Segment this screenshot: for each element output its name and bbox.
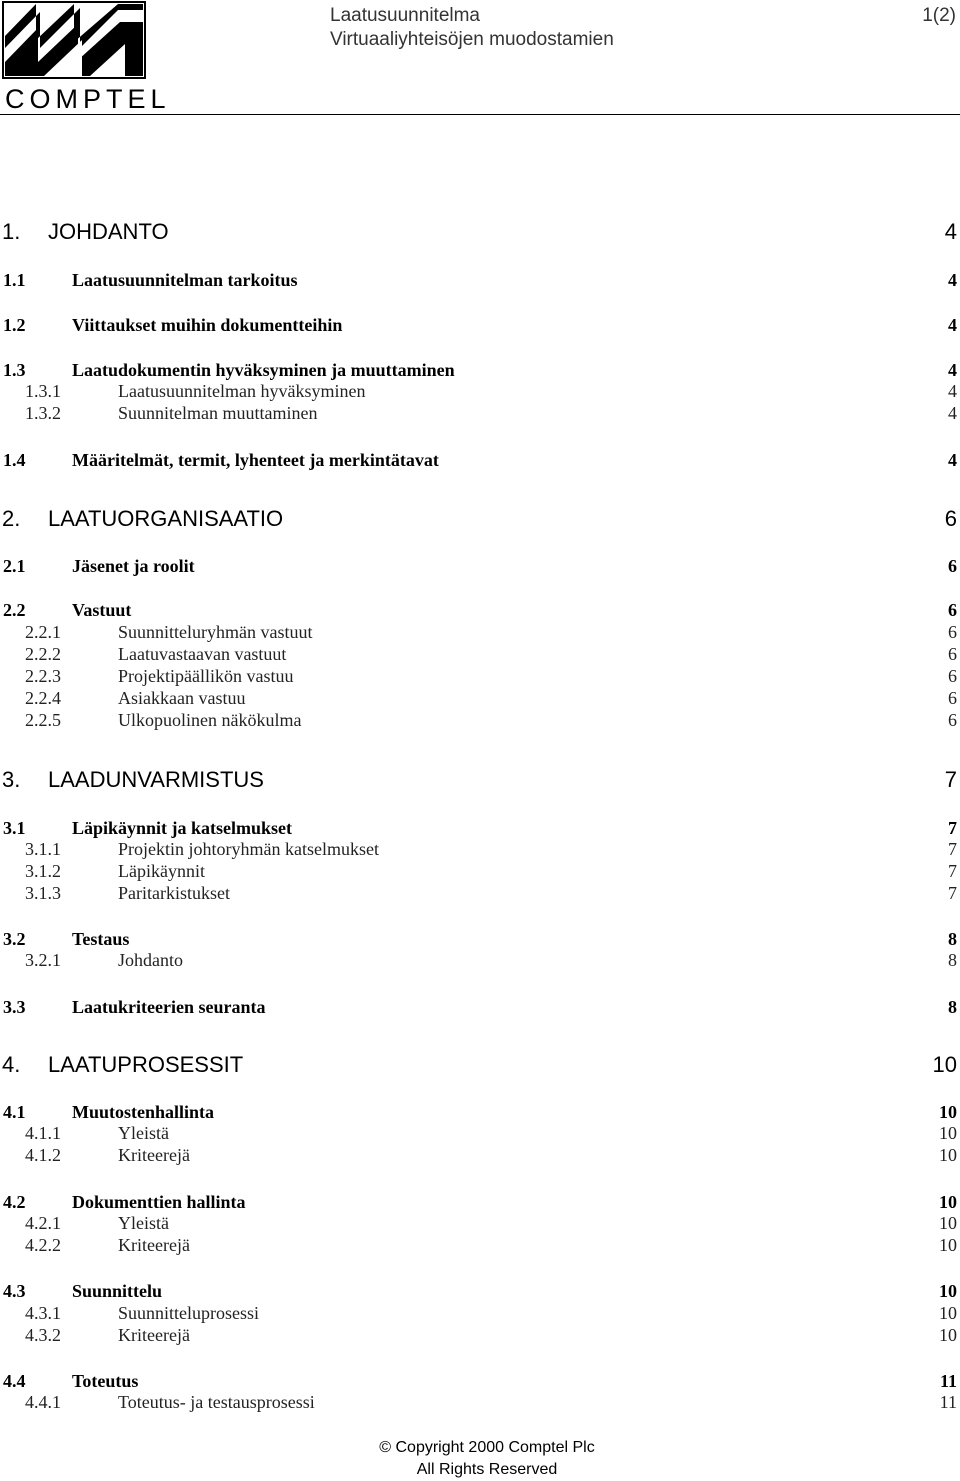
toc-entry-number: 1.1 — [3, 270, 26, 290]
toc-entry-number: 2.2.2 — [25, 644, 61, 664]
toc-entry[interactable] — [0, 709, 960, 731]
toc-entry-page: 4 — [948, 315, 957, 335]
toc-entry-page: 10 — [939, 1123, 957, 1143]
toc-entry-title: Yleistä — [118, 1123, 169, 1143]
toc-entry[interactable] — [0, 380, 960, 402]
toc-entry-page: 10 — [939, 1213, 957, 1233]
toc-entry[interactable] — [0, 643, 960, 665]
toc-entry-page: 6 — [948, 622, 957, 642]
toc-entry-title: Jäsenet ja roolit — [72, 556, 195, 576]
toc-entry-number: 3. — [2, 767, 21, 792]
toc-entry-page: 8 — [948, 929, 957, 949]
toc-entry-page: 6 — [948, 600, 957, 620]
toc-entry-page: 8 — [948, 997, 957, 1017]
toc-entry-page: 11 — [939, 1371, 957, 1391]
toc-entry-title: Läpikäynnit — [118, 861, 205, 881]
toc-entry[interactable] — [0, 218, 960, 246]
toc-entry-page: 7 — [944, 767, 957, 792]
toc-entry-title: Suunnittelu — [72, 1281, 163, 1301]
toc-entry[interactable] — [0, 358, 960, 382]
toc-entry-title: Projektipäällikön vastuu — [118, 666, 294, 686]
toc-entry-number: 2.2.3 — [25, 666, 61, 686]
toc-entry[interactable] — [0, 1324, 960, 1346]
toc-entry[interactable] — [0, 1369, 960, 1393]
toc-entry-number: 4.1.2 — [25, 1145, 61, 1165]
toc-entry-page: 6 — [948, 644, 957, 664]
toc-entry-title: Suunnitteluprosessi — [118, 1303, 260, 1323]
document-title: Laatusuunnitelma — [330, 5, 480, 26]
toc-entry-page: 4 — [948, 403, 957, 423]
toc-entry-title: Laatudokumentin hyväksyminen ja muuttaminen — [72, 360, 455, 380]
toc-entry[interactable] — [0, 1122, 960, 1144]
toc-entry-number: 2.1 — [3, 556, 26, 576]
toc-entry-number: 4.2 — [3, 1192, 26, 1212]
toc-entry[interactable] — [0, 816, 960, 840]
toc-entry-page: 8 — [948, 950, 957, 970]
page-indicator: 1(2) — [922, 5, 956, 26]
toc-entry-number: 2.2.1 — [25, 622, 61, 642]
toc-entry[interactable] — [0, 995, 960, 1019]
toc-entry[interactable] — [0, 1302, 960, 1324]
toc-entry-page: 4 — [948, 450, 957, 470]
toc-entry-page: 7 — [948, 883, 957, 903]
toc-entry-number: 4.2.2 — [25, 1235, 61, 1255]
toc-entry-title: Toteutus- ja testausprosessi — [118, 1392, 315, 1412]
toc-entry[interactable] — [0, 838, 960, 860]
toc-entry[interactable] — [0, 313, 960, 337]
footer-rights: All Rights Reserved — [416, 1461, 558, 1478]
toc-entry-number: 1. — [2, 219, 21, 244]
toc-entry[interactable] — [0, 268, 960, 292]
toc-entry-title: LAADUNVARMISTUS — [48, 767, 264, 792]
toc-entry-title: Laatukriteerien seuranta — [72, 997, 266, 1017]
toc-entry[interactable] — [0, 1391, 960, 1413]
toc-entry-number: 3.3 — [3, 997, 26, 1017]
toc-entry-number: 2.2.5 — [25, 710, 61, 730]
toc-entry[interactable] — [0, 882, 960, 904]
toc-entry-title: Viittaukset muihin dokumentteihin — [72, 315, 343, 335]
toc-entry-number: 4. — [2, 1052, 21, 1077]
toc-entry-title: Asiakkaan vastuu — [118, 688, 246, 708]
document-subtitle: Virtuaaliyhteisöjen muodostamien — [330, 29, 614, 50]
toc-entry-page: 10 — [939, 1102, 957, 1122]
toc-entry-title: Dokumenttien hallinta — [72, 1192, 246, 1212]
toc-entry-number: 1.3.2 — [25, 403, 61, 423]
toc-entry[interactable] — [0, 621, 960, 643]
toc-entry[interactable] — [0, 505, 960, 533]
toc-entry-title: Yleistä — [118, 1213, 169, 1233]
toc-entry-page: 11 — [939, 1392, 957, 1412]
toc-entry[interactable] — [0, 927, 960, 951]
toc-entry-number: 4.3.2 — [25, 1325, 61, 1345]
toc-entry-number: 1.4 — [3, 450, 26, 470]
toc-entry[interactable] — [0, 1144, 960, 1166]
toc-entry-page: 6 — [948, 710, 957, 730]
toc-entry-number: 3.1 — [3, 818, 26, 838]
toc-entry-page: 6 — [944, 506, 957, 531]
toc-entry[interactable] — [0, 598, 960, 622]
toc-entry-page: 4 — [948, 360, 957, 380]
toc-entry-page: 6 — [948, 556, 957, 576]
toc-entry-title: Testaus — [72, 929, 130, 949]
toc-entry-page: 7 — [948, 839, 957, 859]
toc-entry-number: 1.2 — [3, 315, 26, 335]
toc-entry-title: Johdanto — [118, 950, 183, 970]
toc-entry-number: 4.4.1 — [25, 1392, 61, 1412]
toc-entry-page: 4 — [948, 381, 957, 401]
toc-entry-page: 4 — [948, 270, 957, 290]
toc-entry-number: 1.3 — [3, 360, 26, 380]
toc-entry-number: 4.4 — [3, 1371, 26, 1391]
toc-entry[interactable] — [0, 448, 960, 472]
header-divider — [0, 114, 960, 115]
toc-entry-number: 4.1 — [3, 1102, 26, 1122]
toc-entry-page: 6 — [948, 666, 957, 686]
toc-entry-page: 10 — [939, 1325, 957, 1345]
toc-entry[interactable] — [0, 554, 960, 578]
toc-entry-page: 4 — [944, 219, 957, 244]
toc-entry[interactable] — [0, 949, 960, 971]
toc-entry-number: 2.2.4 — [25, 688, 61, 708]
toc-entry[interactable] — [0, 1051, 960, 1079]
toc-entry-title: Vastuut — [72, 600, 132, 620]
toc-entry-number: 4.2.1 — [25, 1213, 61, 1233]
toc-entry-title: Laatusuunnitelman hyväksyminen — [118, 381, 366, 401]
toc-entry[interactable] — [0, 1100, 960, 1124]
toc-entry-number: 2.2 — [3, 600, 26, 620]
toc-entry-title: Kriteerejä — [118, 1145, 190, 1165]
footer-copyright: © Copyright 2000 Comptel Plc — [379, 1439, 595, 1456]
toc-entry[interactable] — [0, 687, 960, 709]
toc-entry-number: 3.1.1 — [25, 839, 61, 859]
toc-entry-number: 4.1.1 — [25, 1123, 61, 1143]
toc-entry-title: Laatuvastaavan vastuut — [118, 644, 287, 664]
toc-entry-title: Läpikäynnit ja katselmukset — [72, 818, 293, 838]
toc-entry-title: Kriteerejä — [118, 1235, 190, 1255]
toc-entry[interactable] — [0, 1212, 960, 1234]
toc-entry-title: JOHDANTO — [48, 219, 169, 244]
toc-entry-number: 2. — [2, 506, 21, 531]
toc-entry-title: Kriteerejä — [118, 1325, 190, 1345]
toc-entry-page: 7 — [948, 861, 957, 881]
toc-entry-title: Projektin johtoryhmän katselmukset — [118, 839, 379, 859]
toc-entry[interactable] — [0, 1279, 960, 1303]
toc-entry[interactable] — [0, 860, 960, 882]
comptel-logo — [0, 0, 171, 114]
toc-entry-number: 4.3 — [3, 1281, 26, 1301]
toc-entry-number: 4.3.1 — [25, 1303, 61, 1323]
toc-entry-title: Suunnitteluryhmän vastuut — [118, 622, 313, 642]
toc-entry-page: 10 — [939, 1192, 957, 1212]
toc-entry-page: 10 — [939, 1235, 957, 1255]
svg-text:COMPTEL: COMPTEL — [5, 84, 171, 114]
toc-entry-number: 3.2 — [3, 929, 26, 949]
toc-entry-title: Suunnitelman muuttaminen — [118, 403, 318, 423]
toc-entry-number: 3.2.1 — [25, 950, 61, 970]
toc-entry-page: 7 — [948, 818, 957, 838]
toc-entry-title: LAATUPROSESSIT — [48, 1052, 244, 1077]
toc-entry-title: Määritelmät, termit, lyhenteet ja merkintätavat — [72, 450, 439, 470]
toc-entry[interactable] — [0, 665, 960, 687]
toc-entry-page: 10 — [932, 1052, 957, 1077]
toc-entry[interactable] — [0, 402, 960, 424]
toc-entry-page: 10 — [939, 1145, 957, 1165]
toc-entry[interactable] — [0, 1190, 960, 1214]
toc-entry-page: 6 — [948, 688, 957, 708]
toc-entry-title: Ulkopuolinen näkökulma — [118, 710, 302, 730]
toc-entry-page: 10 — [939, 1281, 957, 1301]
toc-entry-number: 3.1.2 — [25, 861, 61, 881]
toc-entry-title: Muutostenhallinta — [72, 1102, 215, 1122]
toc-entry-page: 10 — [939, 1303, 957, 1323]
toc-entry-number: 3.1.3 — [25, 883, 61, 903]
toc-entry[interactable] — [0, 1234, 960, 1256]
toc-entry-title: Paritarkistukset — [118, 883, 230, 903]
toc-entry-title: LAATUORGANISAATIO — [48, 506, 284, 531]
toc-entry-title: Laatusuunnitelman tarkoitus — [72, 270, 298, 290]
toc-entry[interactable] — [0, 766, 960, 794]
toc-entry-number: 1.3.1 — [25, 381, 61, 401]
toc-entry-title: Toteutus — [72, 1371, 139, 1391]
